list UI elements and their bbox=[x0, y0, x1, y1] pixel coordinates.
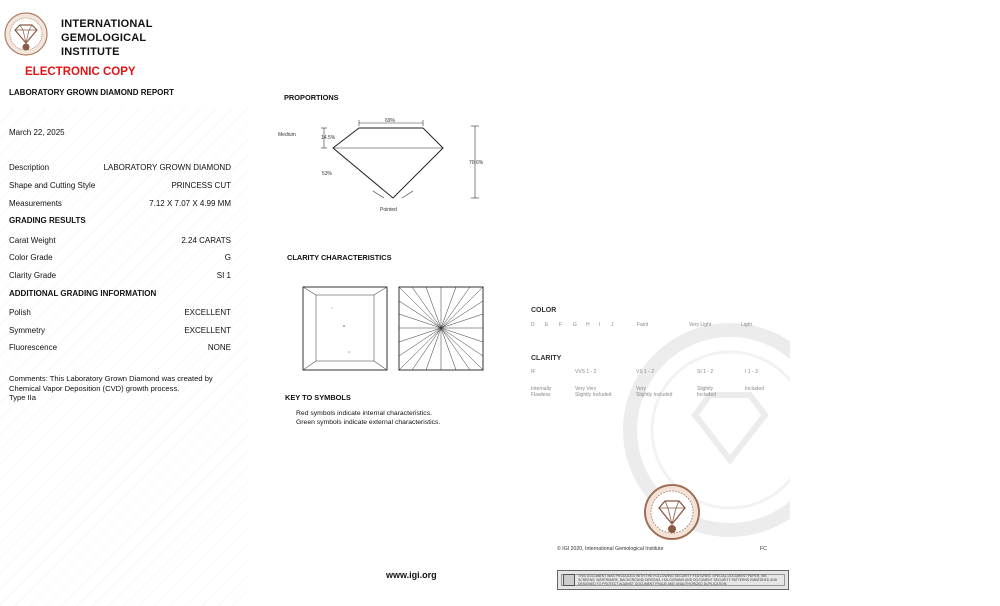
clarity-description: Internally Flawless bbox=[531, 386, 552, 398]
clarity-grade: IF bbox=[531, 369, 536, 375]
row-value: PRINCESS CUT bbox=[171, 181, 231, 190]
grading-row-color bbox=[9, 253, 231, 265]
row-value: LABORATORY GROWN DIAMOND bbox=[103, 163, 231, 172]
pavilion-percent-label: 53% bbox=[322, 171, 333, 177]
clarity-grade: VVS 1 - 2 bbox=[575, 369, 597, 375]
clarity-description: Slightly Included bbox=[697, 386, 716, 398]
details-row-shape bbox=[9, 181, 231, 193]
additional-row-polish bbox=[9, 308, 231, 320]
color-grade: Very Light bbox=[689, 322, 712, 328]
additional-row-symmetry bbox=[9, 326, 231, 338]
report-date: March 22, 2025 bbox=[9, 128, 65, 137]
row-value: EXCELLENT bbox=[184, 326, 231, 335]
table-percent-label: 69% bbox=[385, 118, 396, 124]
row-value: NONE bbox=[207, 343, 231, 352]
clarity-scale-descriptions bbox=[531, 386, 786, 402]
color-grade: F bbox=[559, 322, 563, 328]
clarity-description: Very Very Slightly Included bbox=[575, 386, 612, 398]
report-code: FC bbox=[760, 546, 767, 552]
clarity-plot-diagram bbox=[302, 286, 486, 372]
color-grade: J bbox=[611, 322, 614, 328]
row-value: SI 1 bbox=[216, 271, 231, 280]
security-features-text: THIS DOCUMENT WAS PRODUCED WITH THE FOLLOWING SECURITY FEATURES: SPECIAL DOCUMENT PAPER, INK SCREENS, WATERMARK, BACKGROUND DESIGNS, HOLOGRAMS AND DOCUMENT SECURITY PATTERNS EMBEDDED AND DESIGNED TO PROTECT AGAINST DOCUMENT FRAUD AND UNAUTHORIZED DUPLICATION. bbox=[578, 574, 778, 587]
proportions-heading: PROPORTIONS bbox=[284, 93, 339, 102]
website-link[interactable]: www.igi.org bbox=[386, 570, 437, 580]
security-features-strip bbox=[557, 570, 789, 590]
clarity-scale-grades bbox=[531, 369, 781, 377]
color-grade: I bbox=[599, 322, 601, 328]
crown-percent-label: 14.5% bbox=[321, 135, 336, 141]
girdle-label: Medium bbox=[278, 132, 296, 138]
clarity-characteristics-heading: CLARITY CHARACTERISTICS bbox=[287, 253, 392, 262]
color-grade: Faint bbox=[637, 322, 649, 328]
clarity-grade: SI 1 - 2 bbox=[697, 369, 714, 375]
color-grade: G bbox=[573, 322, 577, 328]
grading-row-carat bbox=[9, 236, 231, 248]
igi-seal-logo bbox=[4, 12, 48, 56]
row-label: Clarity Grade bbox=[9, 271, 57, 280]
proportions-diagram bbox=[276, 118, 500, 218]
row-label: Color Grade bbox=[9, 253, 53, 262]
clarity-description: Included bbox=[745, 386, 764, 392]
report-title: LABORATORY GROWN DIAMOND REPORT bbox=[9, 88, 175, 97]
row-label: Polish bbox=[9, 308, 31, 317]
color-grade: H bbox=[586, 322, 590, 328]
pavilion-view-plot bbox=[399, 287, 483, 370]
igi-official-seal bbox=[644, 484, 700, 540]
row-value: 7.12 X 7.07 X 4.99 MM bbox=[149, 199, 231, 208]
clarity-grade: VS 1 - 2 bbox=[636, 369, 655, 375]
comments-text: Comments: This Laboratory Grown Diamond was created by Chemical Vapor Deposition (CVD) growth process. Type IIa bbox=[9, 374, 213, 402]
clarity-scale-heading: CLARITY bbox=[531, 355, 562, 362]
color-scale-heading: COLOR bbox=[531, 307, 557, 314]
key-line-external: Green symbols indicate external characteristics. bbox=[296, 419, 441, 426]
row-label: Description bbox=[9, 163, 50, 172]
row-label: Measurements bbox=[9, 199, 62, 208]
details-row-description bbox=[9, 163, 231, 175]
additional-row-fluorescence bbox=[9, 343, 231, 355]
document-icon bbox=[563, 574, 575, 586]
grading-results-heading: GRADING RESULTS bbox=[9, 216, 86, 225]
culet-label: Pointed bbox=[380, 207, 397, 213]
grading-row-clarity bbox=[9, 271, 231, 283]
color-grade: Light bbox=[741, 322, 752, 328]
row-label: Fluorescence bbox=[9, 343, 58, 352]
additional-grading-heading: ADDITIONAL GRADING INFORMATION bbox=[9, 289, 157, 298]
row-label: Symmetry bbox=[9, 326, 45, 335]
color-scale-grades bbox=[531, 322, 781, 330]
row-value: G bbox=[224, 253, 231, 262]
crown-view-plot bbox=[303, 287, 387, 370]
institute-name: INTERNATIONAL GEMOLOGICAL INSTITUTE bbox=[61, 18, 153, 58]
details-row-measurements bbox=[9, 199, 231, 211]
row-value: EXCELLENT bbox=[184, 308, 231, 317]
clarity-description: Very Slightly Included bbox=[636, 386, 673, 398]
key-line-internal: Red symbols indicate internal characteristics. bbox=[296, 410, 432, 417]
row-value: 2.24 CARATS bbox=[181, 236, 231, 245]
row-label: Carat Weight bbox=[9, 236, 56, 245]
depth-percent-label: 70.6% bbox=[469, 160, 484, 166]
row-label: Shape and Cutting Style bbox=[9, 181, 96, 190]
clarity-grade: I 1 - 3 bbox=[745, 369, 758, 375]
copyright-text: © IGI 2020, International Gemological Institute bbox=[557, 546, 664, 552]
key-to-symbols-heading: KEY TO SYMBOLS bbox=[285, 393, 351, 402]
color-grade: D bbox=[531, 322, 535, 328]
electronic-copy-label: ELECTRONIC COPY bbox=[25, 66, 136, 78]
color-grade: E bbox=[545, 322, 549, 328]
key-to-symbols-text bbox=[296, 409, 440, 427]
